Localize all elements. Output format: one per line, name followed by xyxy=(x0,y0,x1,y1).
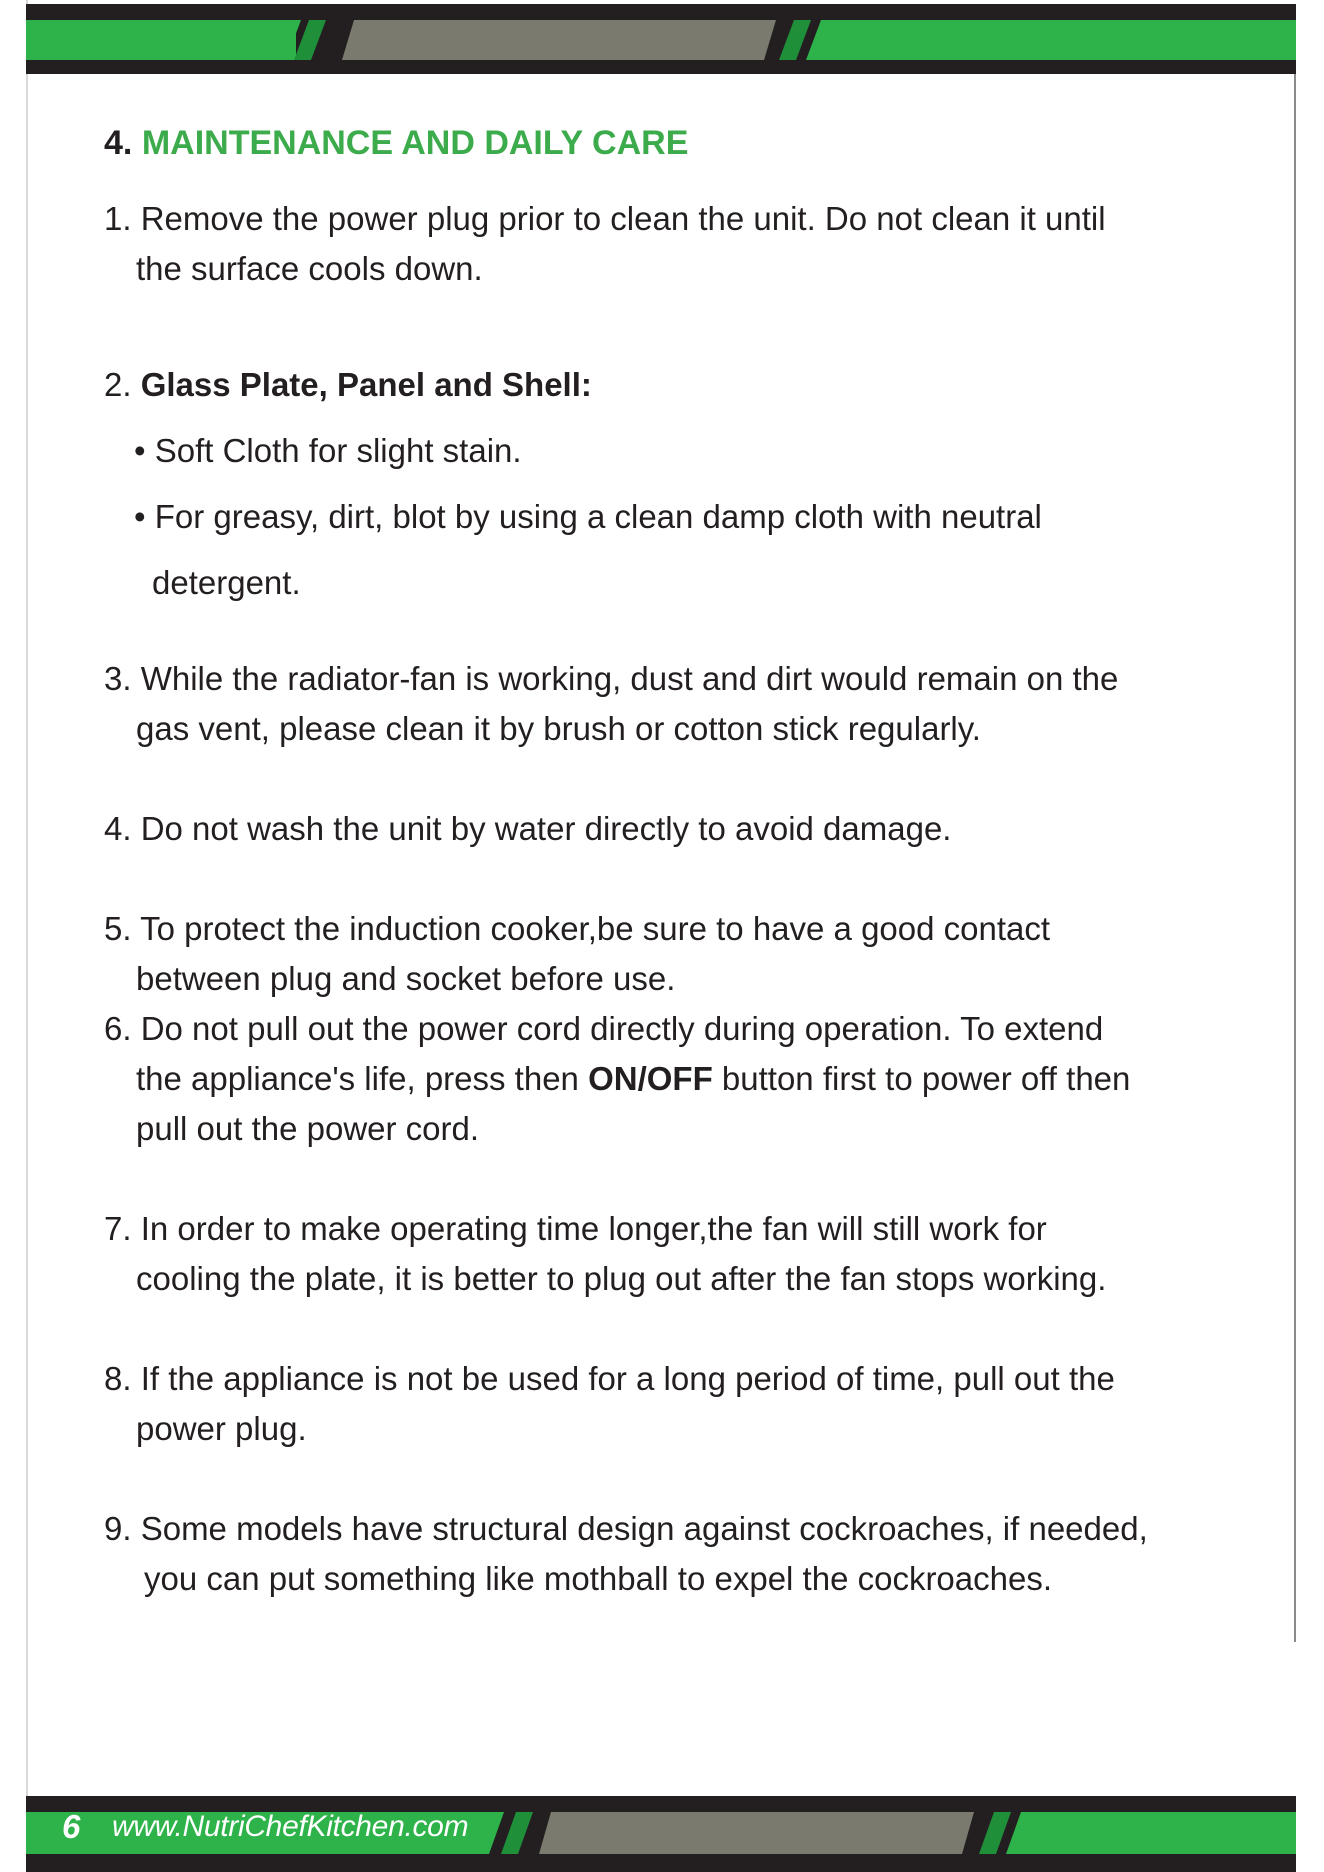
item-number: 9. xyxy=(104,1510,132,1547)
page-edge-right xyxy=(1294,62,1296,1642)
website-url: www.NutriChefKitchen.com xyxy=(112,1810,469,1843)
item-number: 5. xyxy=(104,910,132,947)
page-number: 6 xyxy=(62,1808,81,1845)
list-item-2 xyxy=(104,360,592,410)
item-text: pull out the power cord. xyxy=(136,1110,480,1147)
item-text: cooling the plate, it is better to plug out after the fan stops working. xyxy=(136,1260,1107,1297)
item-text: If the appliance is not be used for a long period of time, pull out the xyxy=(140,1360,1115,1397)
on-off-label: ON/OFF xyxy=(588,1060,713,1097)
item-number: 8. xyxy=(104,1360,132,1397)
item-number: 2. xyxy=(104,366,132,403)
item-text: button first to power off then xyxy=(712,1060,1131,1097)
item-text: In order to make operating time longer,the fan will still work for xyxy=(140,1210,1047,1247)
item-text: the appliance's life, press then xyxy=(136,1060,589,1097)
list-item-7 xyxy=(104,1204,1106,1304)
list-item-4 xyxy=(104,804,951,854)
item-text: While the radiator-fan is working, dust and dirt would remain on the xyxy=(140,660,1119,697)
page-edge-left xyxy=(26,0,28,1872)
item-text: gas vent, please clean it by brush or cotton stick regularly. xyxy=(136,710,981,747)
item-text: Remove the power plug prior to clean the unit. Do not clean it until xyxy=(140,200,1106,237)
item-text: To protect the induction cooker,be sure to have a good contact xyxy=(140,910,1051,947)
item-text: Some models have structural design against cockroaches, if needed, xyxy=(140,1510,1148,1547)
top-header-band xyxy=(26,4,1296,74)
item-number: 3. xyxy=(104,660,132,697)
item-number: 6. xyxy=(104,1010,132,1047)
item-number: 7. xyxy=(104,1210,132,1247)
item-number: 1. xyxy=(104,200,132,237)
item-text: between plug and socket before use. xyxy=(136,960,676,997)
list-item-6 xyxy=(104,1004,1130,1154)
list-item-9 xyxy=(104,1504,1148,1604)
item-text: you can put something like mothball to expel the cockroaches. xyxy=(144,1560,1053,1597)
list-item-8 xyxy=(104,1354,1115,1454)
bullet-item: • Soft Cloth for slight stain. xyxy=(134,432,522,469)
item-text: the surface cools down. xyxy=(136,250,483,287)
bullet-item-continuation: detergent. xyxy=(152,564,301,601)
item-text: power plug. xyxy=(136,1410,307,1447)
section-title xyxy=(104,124,688,163)
item-text: Do not pull out the power cord directly during operation. To extend xyxy=(140,1010,1104,1047)
section-number: 4. xyxy=(104,124,133,162)
bullet-item: • For greasy, dirt, blot by using a clean damp cloth with neutral xyxy=(134,498,1042,535)
item-text: Do not wash the unit by water directly to avoid damage. xyxy=(140,810,952,847)
list-item-1 xyxy=(104,194,1106,294)
item-heading: Glass Plate, Panel and Shell: xyxy=(140,366,592,403)
list-item-3 xyxy=(104,654,1118,754)
list-item-5 xyxy=(104,904,1050,1004)
item-number: 4. xyxy=(104,810,132,847)
section-heading: MAINTENANCE AND DAILY CARE xyxy=(141,124,689,162)
